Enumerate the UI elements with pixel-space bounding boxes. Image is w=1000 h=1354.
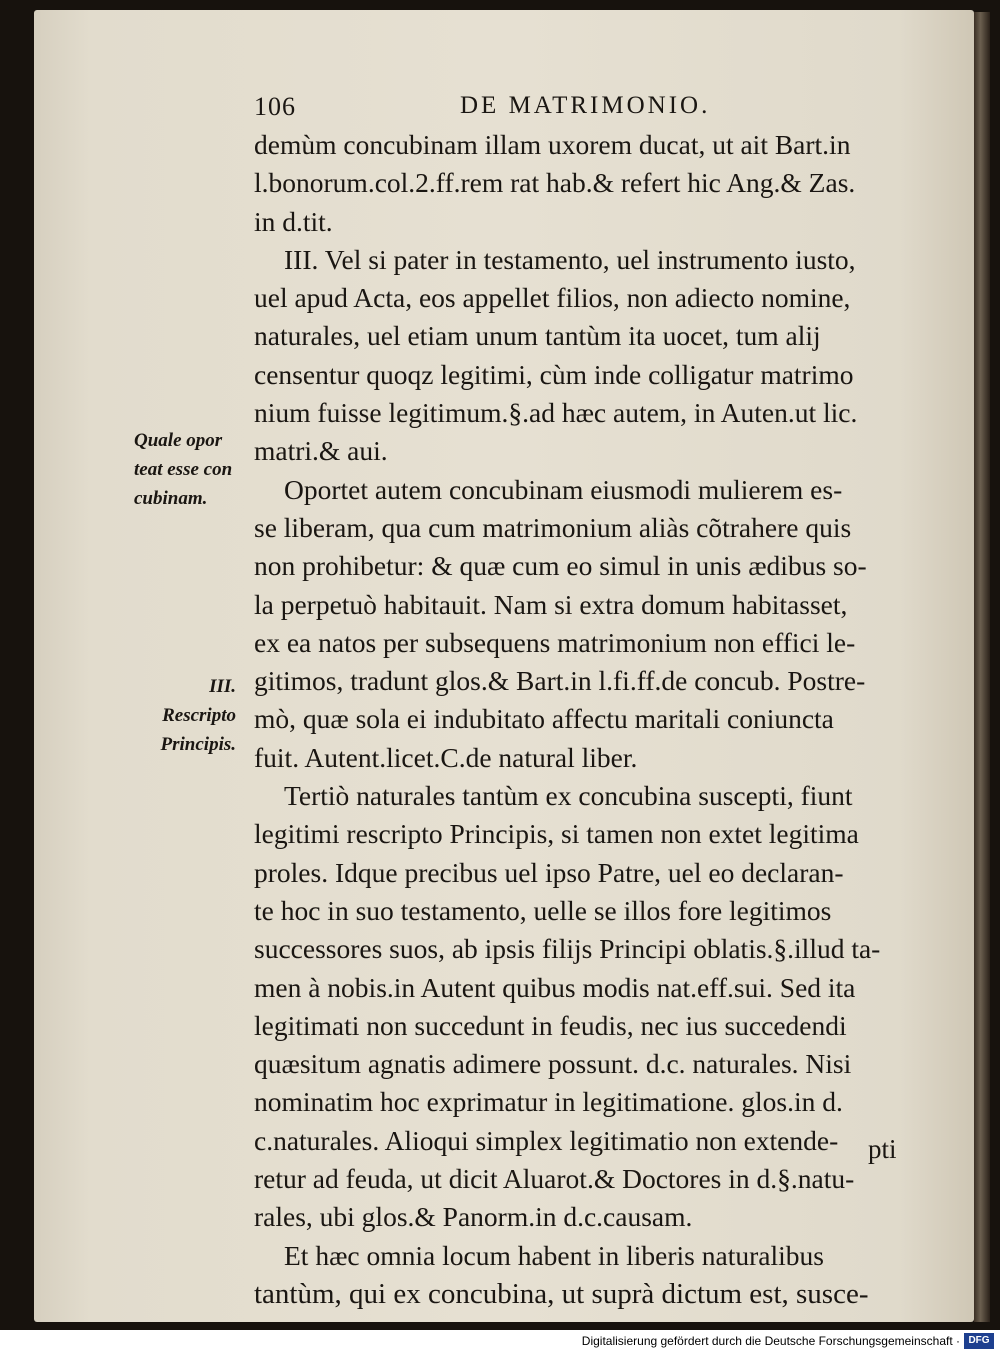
running-head (254, 92, 934, 122)
body-text (254, 126, 944, 1313)
text-line: fuit. Autent.licet.C.de natural liber. (254, 741, 638, 773)
text-line: mò, quæ sola ei indubitato affectu maritali coniuncta (254, 703, 834, 735)
text-line: successores suos, ab ipsis filijs Principi oblatis.§.illud ta- (254, 933, 881, 965)
text-line: Oportet autem concubinam eiusmodi mulierem es- (284, 473, 843, 505)
funding-credit: Digitalisierung gefördert durch die Deutsche Forschungsgemeinschaft · (581, 1334, 960, 1348)
text-line: te hoc in suo testamento, uelle se illos fore legitimos (254, 894, 832, 926)
text-line: nominatim hoc exprimatur in legitimatione. glos.in d. (254, 1086, 843, 1118)
text-line: demùm concubinam illam uxorem ducat, ut ait Bart.in (254, 129, 851, 160)
text-line: retur ad feuda, ut dicit Aluarot.& Doctores in d.§.natu- (254, 1163, 855, 1195)
page-number: 106 (254, 92, 296, 121)
text-line: legitimi rescripto Principis, si tamen non extet legitima (254, 818, 859, 850)
book-edge (974, 12, 990, 1322)
text-line: legitimati non succedunt in feudis, nec ius succedendi (254, 1009, 847, 1041)
text-line: quæsitum agnatis adimere possunt. d.c. naturales. Nisi (254, 1048, 852, 1080)
text-line: III. Vel si pater in testamento, uel instrumento iusto, (284, 243, 856, 275)
text-line: men à nobis.in Autent quibus modis nat.eff.sui. Sed ita (254, 971, 856, 1003)
text-line: censentur quoqz legitimi, cùm inde colligatur matrimo (254, 358, 854, 390)
text-line: tantùm, qui ex concubina, ut suprà dictum est, susce- (254, 1277, 869, 1310)
text-line: la perpetuò habitauit. Nam si extra domum habitasset, (254, 588, 848, 620)
margin-note-line: Quale opor (134, 430, 223, 451)
text-line: uel apud Acta, eos appellet filios, non adiecto nomine, (254, 282, 851, 314)
text-line: in d.tit. (254, 205, 333, 237)
text-line: l.bonorum.col.2.ff.rem rat hab.& refert hic Ang.& Zas. (254, 167, 856, 199)
text-line: gitimos, tradunt glos.& Bart.in l.fi.ff.de concub. Postre- (254, 665, 866, 697)
margin-note-line: Rescripto (162, 705, 236, 726)
digitization-footer (0, 1330, 1000, 1354)
running-title: DE MATRIMONIO. (460, 92, 711, 119)
margin-note-line: Principis. (160, 734, 236, 755)
text-line: Tertiò naturales tantùm ex concubina suscepti, fiunt (284, 780, 853, 812)
text-line: naturales, uel etiam unum tantùm ita uocet, tum alij (254, 320, 821, 352)
text-line: non prohibetur: & quæ cum eo simul in unis ædibus so- (254, 550, 867, 582)
text-line: nium fuisse legitimum.§.ad hæc autem, in Auten.ut lic. (254, 397, 858, 429)
text-line: proles. Idque precibus uel ipso Patre, uel eo declaran- (254, 856, 844, 888)
margin-note-line: III. (209, 676, 236, 697)
margin-note-line: teat esse con (134, 459, 233, 480)
text-line: rales, ubi glos.& Panorm.in d.c.causam. (254, 1201, 693, 1233)
text-line: c.naturales. Alioqui simplex legitimatio non extende- (254, 1124, 839, 1156)
catchword: pti (868, 1134, 897, 1164)
text-line: Et hæc omnia locum habent in liberis naturalibus (284, 1239, 824, 1271)
margin-note-line: cubinam. (134, 488, 208, 509)
text-line: se liberam, qua cum matrimonium aliàs cõtrahere quis (254, 511, 852, 543)
margin-note-concubinam (134, 426, 232, 513)
margin-note-rescripto (140, 672, 236, 759)
dfg-logo-icon: DFG (964, 1333, 994, 1349)
text-line: matri.& aui. (254, 435, 388, 467)
text-line: ex ea natos per subsequens matrimonium non effici le- (254, 626, 856, 658)
